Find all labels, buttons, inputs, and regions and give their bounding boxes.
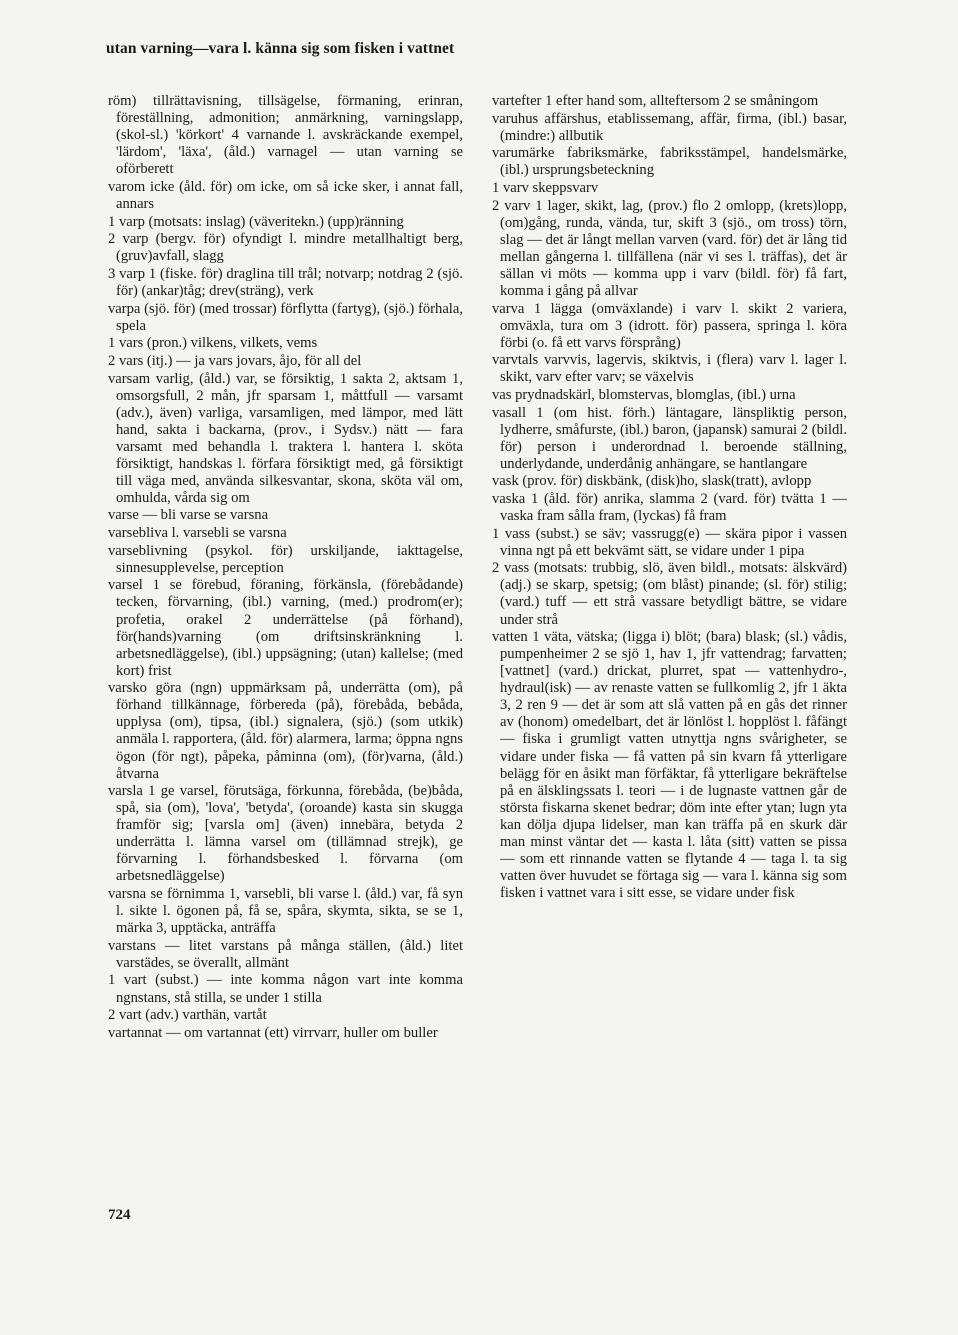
- entry: varom icke (åld. för) om icke, om så icke sker, i annat fall, annars: [108, 178, 463, 212]
- entry: varsko göra (ngn) uppmärksam på, underrätta (om), på förhand tillkännage, förbereda (på), förebåda, bebåda, upplysa (om), tipsa, (ibl.) signalera, (sjö.) (som utkik) anmäla l. rapportera, (åld. för) alarmera, larma; öppna ngns ögon (för ngt), påpeka, påminna (om), (för)varna, (åld.) åtvarna: [108, 680, 463, 782]
- entry: vartefter 1 efter hand som, allteftersom 2 se småningom: [492, 93, 819, 109]
- entry: 1 varp (motsats: inslag) (väveritekn.) (upp)ränning: [108, 213, 404, 230]
- entry: 2 vart (adv.) varthän, vartåt: [108, 1007, 267, 1024]
- entry: varstans — litet varstans på många ställen, (åld.) litet varstädes, se överallt, allmänt: [108, 937, 463, 971]
- entry: varpa (sjö. för) (med trossar) förflytta (fartyg), (sjö.) förhala, spela: [108, 300, 463, 334]
- entry: varumärke fabriksmärke, fabriksstämpel, handelsmärke, (ibl.) ursprungsbeteckning: [492, 145, 847, 179]
- entry: vasall 1 (om hist. förh.) läntagare, länspliktig person, lydherre, småfurste, (ibl.) baron, (japansk) samurai 2 (bildl. för) person i underordnad l. beroende ställning, underlydande, underdånig anhängare, se hantlangare: [492, 404, 847, 472]
- entry: 1 vars (pron.) vilkens, vilkets, vems: [108, 335, 318, 352]
- entry: varvtals varvvis, lagervis, skiktvis, i (flera) varv l. lager l. skikt, varv efter varv; se växelvis: [492, 352, 847, 386]
- running-head: utan varning—vara l. känna sig som fisken i vattnet: [106, 40, 455, 57]
- entry: 2 varp (bergv. för) ofyndigt l. mindre metallhaltigt berg, (gruv)avfall, slagg: [108, 231, 463, 265]
- entry: 1 vart (subst.) — inte komma någon vart inte komma ngnstans, stå stilla, se under 1 stilla: [108, 972, 463, 1006]
- entry: varsel 1 se förebud, föraning, förkänsla, (förebådande) tecken, förvarning, (ibl.) varning, (med.) prodrom(er); profetia, orakel 2 underrättelse (på förhand), för(hands)varning (om driftsinskränkning l. arbetsnedläggelse), (ibl.) uppsägning; (utan) kallelse; (med kort) frist: [108, 577, 463, 679]
- entry: 3 varp 1 (fiske. för) draglina till trål; notvarp; notdrag 2 (sjö. för) (ankar)tåg; drev(sträng), verk: [108, 265, 463, 299]
- entry: varseblivning (psykol. för) urskiljande, iakttagelse, sinnesupplevelse, perception: [108, 542, 463, 576]
- page-number: 724: [108, 1207, 131, 1223]
- entry: vas prydnadskärl, blomstervas, blomglas, (ibl.) urna: [492, 386, 796, 403]
- entry: vask (prov. för) diskbänk, (disk)ho, slask(tratt), avlopp: [492, 473, 812, 490]
- entry: 2 varv 1 lager, skikt, lag, (prov.) flo 2 omlopp, (krets)lopp, (om)gång, runda, vända, tur, skift 3 (sjö., om tross) törn, slag — det är långt mellan varven (vard. för) det är lång tid mellan gångerna l. tillfällena (när vi ses l. träffas), det är sällan vi möts — komma upp i varv (bildl. för) få fart, komma i gång på allvar: [492, 197, 847, 299]
- entry: varsna se förnimma 1, varsebli, bli varse l. (åld.) var, få syn l. sikte l. ögonen på, få se, spåra, skymta, sikta, se se 1, märka 3, upptäcka, anträffa: [108, 886, 463, 937]
- entry: vaska 1 (åld. för) anrika, slamma 2 (vard. för) tvätta 1 — vaska fram sålla fram, (lyckas) få fram: [492, 491, 847, 525]
- entry: röm) tillrättavisning, tillsägelse, förmaning, erinran, föreställning, admonition; anmärkning, varningslapp, (skol-sl.) 'körkort' 4 varnande l. avskräckande exempel, 'lärdom', 'läxa', (åld.) varnagel — utan varning se oförberett: [108, 93, 463, 178]
- entry: 2 vars (itj.) — ja vars jovars, åjo, för all del: [108, 352, 362, 369]
- entry: varse — bli varse se varsna: [108, 507, 269, 524]
- entry: varuhus affärshus, etablissemang, affär, firma, (ibl.) basar, (mindre:) allbutik: [492, 110, 847, 144]
- entry: vatten 1 väta, vätska; (ligga i) blöt; (bara) blask; (sl.) vådis, pumpenheimer 2 se sjö 1, hav 1, jfr vattendrag; farvatten; [vattnet] (vard.) drickat, plurret, spat — vattenhydro-, hydraul(isk) — av renaste vatten se fullkomlig 2, jfr 1 äkta 3, 2 ren 9 — det är som att slå vatten på en gås det rinner av (honom) omedelbart, det är lönlöst l. hopplöst l. fåfängt — fiska i grumligt vatten utnyttja ngns svårigheter, se vidare under fiska — få vatten på sin kvarn få ytterligare belägg för en åsikt man förfäktar, få ytterligare bekräftelse på en älsklingssats l. teori — i de lugnaste vattnen går de största fiskarna skenet bedrar; döm inte efter ytan; lugn yta kan dölja djupa lidelser, man kan träffa på en skurk där man minst väntar det — kasta l. låta (sitt) vatten se pissa — som ett rinnande vatten se flytande 4 — taga l. ta sig vatten över huvudet se förtaga sig — vara l. känna sig som fisken i vattnet vara i sitt esse, se vidare under fisk: [492, 629, 847, 901]
- entry: varsla 1 ge varsel, förutsäga, förkunna, förebåda, (be)båda, spå, sia (om), 'lova', 'betyda', (oroande) kasta sin skugga framför sig; [varsla om] (även) innebära, betyda 2 underrätta l. lämna varsel om (tillämnad strejk), ge förvarning l. förhandsbesked l. förvarna (om arbetsnedläggelse): [108, 783, 463, 885]
- left-column: [108, 93, 463, 1042]
- entry: varva 1 lägga (omväxlande) i varv l. skikt 2 variera, omväxla, tura om 3 (idrott. för) passera, springa l. köra förbi (o. få ett varvs försprång): [492, 300, 847, 351]
- entry: 2 vass (motsats: trubbig, slö, även bildl., motsats: älskvärd) (adj.) se skarp, spetsig; (om blåst) pinande; (sl. för) stilig; (vard.) tuff — ett strå vassare betydligt bättre, se vidare under strå: [492, 560, 847, 628]
- entry: varsebliva l. varsebli se varsna: [108, 525, 287, 542]
- entry: varsam varlig, (åld.) var, se försiktig, 1 sakta 2, aktsam 1, omsorgsfull, 2 mån, jfr sparsam 1, måttfull — varsamt (adv.), även) varliga, varsamligen, med lämpor, med lätt hand, sakta i backarna, (prov., i Sydsv.) nätt — fara varsamt med behandla l. traktera l. hantera l. sköta försiktigt, handskas l. förfara försiktigt med, gå försiktigt till väga med, använda silkesvantar, skona, sköta väl om, omhulda, vårda sig om: [108, 370, 463, 506]
- entry: 1 varv skeppsvarv: [492, 180, 599, 197]
- entry: 1 vass (subst.) se säv; vassrugg(e) — skära pipor i vassen vinna ngt på ett bekvämt sätt, se vidare under 1 pipa: [492, 525, 847, 559]
- right-column: [492, 93, 847, 903]
- entry: vartannat — om vartannat (ett) virrvarr, huller om buller: [108, 1024, 438, 1041]
